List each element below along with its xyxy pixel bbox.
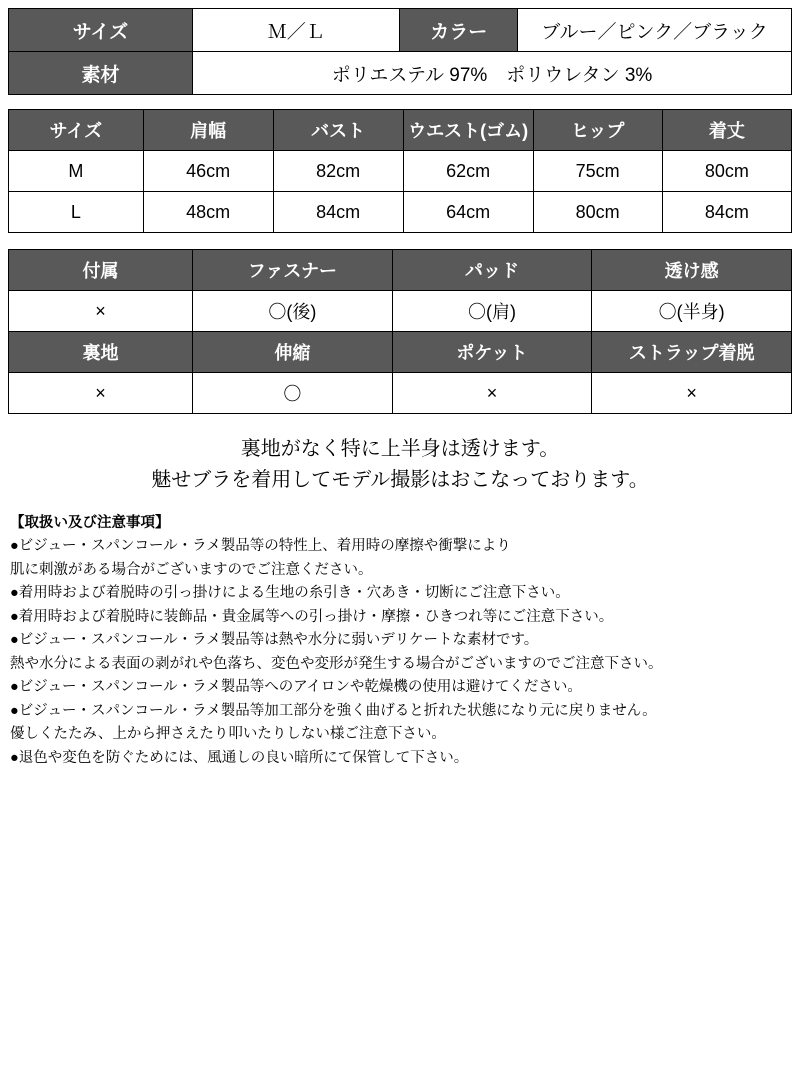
size-chart-table: [8, 109, 792, 233]
table-row: [9, 192, 792, 233]
shoulder-col-header: 肩幅: [143, 110, 273, 151]
pocket-header: ポケット: [392, 332, 592, 373]
table-row: [9, 151, 792, 192]
sheerness-header: 透け感: [592, 250, 792, 291]
cell-m-waist: 62cm: [403, 151, 533, 192]
spacer: [8, 233, 792, 249]
feature-table: [8, 249, 792, 414]
care-line: ●ビジュー・スパンコール・ラメ製品等は熱や水分に弱いデリケートな素材です。: [10, 632, 539, 649]
cell-m-bust: 82cm: [273, 151, 403, 192]
care-line: ●ビジュー・スパンコール・ラメ製品等へのアイロンや乾燥機の使用は避けてください。: [10, 679, 582, 696]
cell-l-shoulder: 48cm: [143, 192, 273, 233]
hip-col-header: ヒップ: [533, 110, 662, 151]
care-line: ●着用時および着脱時に装飾品・貴金属等への引っ掛け・摩擦・ひきつれ等にご注意下さい。: [10, 608, 614, 625]
cell-m-size: M: [9, 151, 144, 192]
lining-value: ×: [9, 373, 193, 414]
cell-m-shoulder: 46cm: [143, 151, 273, 192]
cell-m-hip: 75cm: [533, 151, 662, 192]
care-line: ●退色や変色を防ぐためには、風通しの良い暗所にて保管して下さい。: [10, 749, 469, 766]
zipper-header: ファスナー: [193, 250, 393, 291]
pad-header: パッド: [392, 250, 592, 291]
size-value-cell: Ｍ／Ｌ: [193, 9, 400, 52]
material-value-cell: ポリエステル 97% ポリウレタン 3%: [193, 52, 792, 95]
table-row: [9, 291, 792, 332]
stretch-value: 〇: [193, 373, 393, 414]
cell-l-length: 84cm: [662, 192, 791, 233]
size-label-cell: サイズ: [9, 9, 193, 52]
care-line: 優しくたたみ、上から押さえたり叩いたりしない様ご注意下さい。: [10, 726, 446, 743]
lining-header: 裏地: [9, 332, 193, 373]
accessory-header: 付属: [9, 250, 193, 291]
table-row: [9, 52, 792, 95]
table-header-row: [9, 110, 792, 151]
size-col-header: サイズ: [9, 110, 144, 151]
table-header-row: [9, 250, 792, 291]
spacer: [8, 95, 792, 109]
cell-l-waist: 64cm: [403, 192, 533, 233]
table-row: [9, 9, 792, 52]
care-line: 肌に刺激がある場合がございますのでご注意ください。: [10, 561, 373, 578]
pad-value: 〇(肩): [392, 291, 592, 332]
sheerness-value: 〇(半身): [592, 291, 792, 332]
material-label-cell: 素材: [9, 52, 193, 95]
note-line-1: 裏地がなく特に上半身は透けます。: [240, 438, 560, 460]
care-instructions: [8, 512, 792, 770]
note-line-2: 魅せブラを着用してモデル撮影はおこなっております。: [151, 469, 649, 491]
bust-col-header: バスト: [273, 110, 403, 151]
accessory-value: ×: [9, 291, 193, 332]
color-value-cell: ブルー／ピンク／ブラック: [517, 9, 791, 52]
care-title: 【取扱い及び注意事項】: [10, 515, 170, 531]
waist-col-header: ウエスト(ゴム): [403, 110, 533, 151]
stretch-header: 伸縮: [193, 332, 393, 373]
care-line: ●ビジュー・スパンコール・ラメ製品等加工部分を強く曲げると折れた状態になり元に戻りません。: [10, 702, 657, 719]
strap-detach-header: ストラップ着脱: [592, 332, 792, 373]
table-header-row: [9, 332, 792, 373]
cell-l-bust: 84cm: [273, 192, 403, 233]
care-line: 熱や水分による表面の剥がれや色落ち、変色や変形が発生する場合がございますのでご注意下さい。: [10, 655, 663, 672]
care-line: ●着用時および着脱時の引っ掛けによる生地の糸引き・穴あき・切断にご注意下さい。: [10, 585, 570, 602]
product-notes: [8, 434, 792, 496]
length-col-header: 着丈: [662, 110, 791, 151]
cell-m-length: 80cm: [662, 151, 791, 192]
zipper-value: 〇(後): [193, 291, 393, 332]
pocket-value: ×: [392, 373, 592, 414]
table-row: [9, 373, 792, 414]
basic-info-table: [8, 8, 792, 95]
care-line: ●ビジュー・スパンコール・ラメ製品等の特性上、着用時の摩擦や衝撃により: [10, 538, 511, 555]
cell-l-hip: 80cm: [533, 192, 662, 233]
strap-detach-value: ×: [592, 373, 792, 414]
cell-l-size: L: [9, 192, 144, 233]
color-label-cell: カラー: [400, 9, 517, 52]
